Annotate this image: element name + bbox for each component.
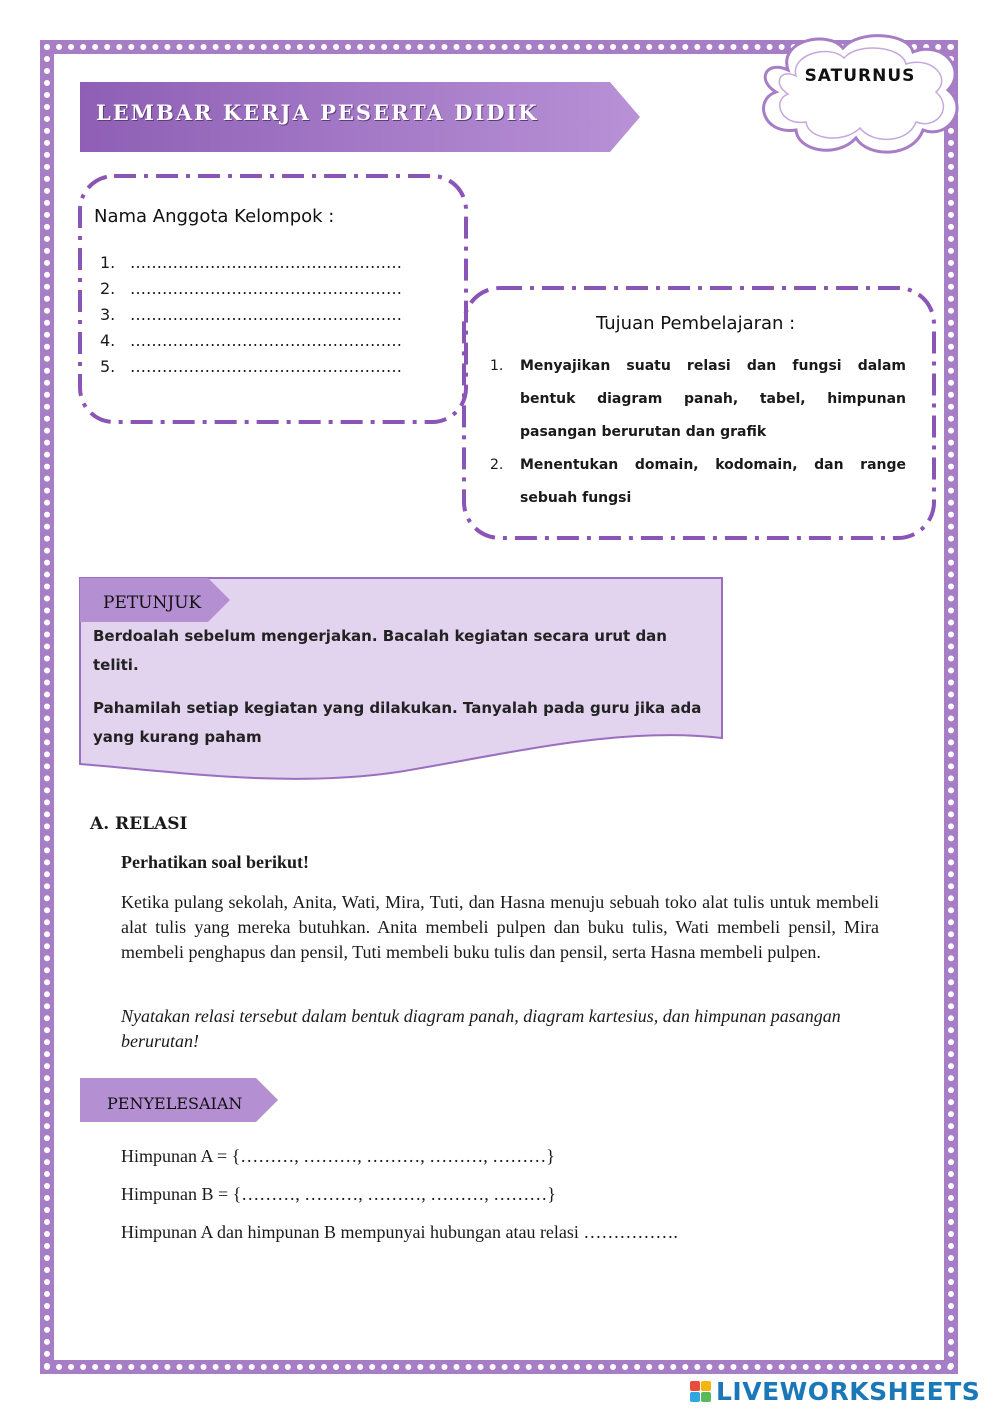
members-list <box>100 250 402 380</box>
liveworksheets-logo[interactable] <box>690 1374 980 1408</box>
members-title: Nama Anggota Kelompok : <box>94 206 335 227</box>
liveworksheets-logo-icon <box>690 1381 711 1402</box>
cloud-badge-icon <box>748 30 968 160</box>
goal-item: 2. Menentukan domain, kodomain, dan range sebuah fungsi <box>490 457 906 506</box>
member-item[interactable]: 4. …………………………………………… <box>100 331 402 350</box>
instruction-line: Pahamilah setiap kegiatan yang dilakukan. Tanyalah pada guru jika ada yang kurang paham <box>93 699 702 746</box>
group-name-badge: SATURNUS <box>804 66 916 86</box>
member-item[interactable]: 3. …………………………………………… <box>100 305 402 324</box>
goals-title: Tujuan Pembelajaran : <box>596 313 796 334</box>
problem-subheading: Perhatikan soal berikut! <box>121 852 310 872</box>
set-b-answer[interactable]: Himpunan B = {………, ………, ………, ………, ………} <box>121 1184 556 1204</box>
goals-list <box>490 350 906 515</box>
member-item[interactable]: 2. …………………………………………… <box>100 279 402 298</box>
solution-tag: PENYELESAIAN <box>107 1094 243 1113</box>
instructions-tag: PETUNJUK <box>103 593 202 613</box>
set-a-answer[interactable]: Himpunan A = {………, ………, ………, ………, ………} <box>121 1146 555 1166</box>
instruction-line: Berdoalah sebelum mengerjakan. Bacalah kegiatan secara urut dan teliti. <box>93 627 667 674</box>
problem-text: Ketika pulang sekolah, Anita, Wati, Mira, Tuti, dan Hasna menuju sebuah toko alat tulis untuk membeli alat tulis yang mereka butuhkan. Anita membeli pulpen dan buku tulis, Wati membeli pensil, Mira membeli penghapus dan pensil, Tuti membeli buku tulis dan pensil, serta Hasna membeli pulpen. <box>121 892 879 962</box>
member-item[interactable]: 1. …………………………………………… <box>100 253 402 272</box>
member-item[interactable]: 5. …………………………………………… <box>100 357 402 376</box>
task-text: Nyatakan relasi tersebut dalam bentuk diagram panah, diagram kartesius, dan himpunan pasangan berurutan! <box>121 1006 841 1051</box>
goal-item: 1. Menyajikan suatu relasi dan fungsi dalam bentuk diagram panah, tabel, himpunan pasangan berurutan dan grafik <box>490 358 906 440</box>
relation-answer[interactable]: Himpunan A dan himpunan B mempunyai hubungan atau relasi ……………. <box>121 1222 678 1242</box>
page-title: LEMBAR KERJA PESERTA DIDIK <box>96 100 539 125</box>
instructions-text <box>93 622 713 766</box>
logo-text: LIVEWORKSHEETS <box>716 1376 981 1406</box>
section-heading: A. RELASI <box>90 814 188 834</box>
